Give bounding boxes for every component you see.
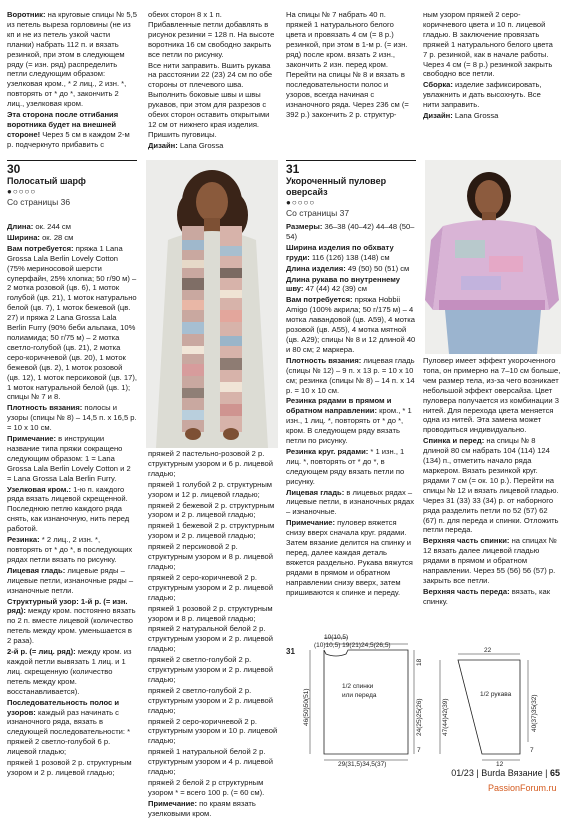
scarf-section-rule [7, 160, 137, 161]
paragraph-text: на спицы № 8 длиной 80 см набрать 104 (114) 124 (134) п., отметить начало ряда маркером. Вязать резинкой круг. рядами 7 см (= ок. 10 р.). Перейти на спицы № 12 и вязать лицевой гладью. Через 31 (33) 33 (34) р. от наборного ряда разделить петли по 52 (57) 62 (67) п. для переда и спинки. Отложить петли переда. [423, 436, 559, 535]
paragraph-text: на круговые спицы № 5,5 из петель выреза горловины (не из кп и не из петель узкой части планки) набрать 112 п. и вязать резинкой, при этом в следующем ряду (= изн. ряд) распределить петли следующим образом: узелковая кром., * 2 лиц., 2 изн. *, повторять от * до *, закончить 2 лиц., узелковая кром. [7, 10, 137, 109]
paragraph-heading: Верхняя часть переда: [423, 586, 510, 596]
paragraph [7, 535, 137, 565]
paragraph [148, 542, 278, 572]
footer-divider: | [476, 768, 482, 778]
paragraph [423, 436, 561, 535]
paragraph-text: на спицах № 12 вязать далее лицевой гладью рядами в прямом и обратном направлении. Через 55 (56) 56 (57) р. закрыть все петли. [423, 536, 557, 585]
paragraph-text: пряжей 1 розовой 2 р. структурным узором и 8 р. лицевой гладью; [148, 603, 273, 623]
paragraph-text: 36–38 (40–42) 44–48 (50–54) [286, 222, 415, 241]
paragraph-heading: Плотность вязания: [7, 403, 83, 413]
paragraph [148, 521, 278, 541]
paragraph-text: пряжей 2 натуральной белой 2 р. структурным узором и 2 р. лицевой гладью; [148, 624, 273, 654]
pullover-col-a [286, 222, 416, 640]
scarf-photo [146, 160, 278, 448]
paragraph-text: кром., * 1 изн., 1 лиц. *, повторять от * до *, кром. В следующем ряду вязать петли по рисунку. [286, 406, 412, 446]
paragraph-heading: Примечание: [148, 798, 198, 808]
paragraph-text: ным узором пряжей 2 серо-коричневого цвета и 10 п. лицевой гладью. В заключение провязать пряжей 1 натурального белого цвета 7 р. резинкой, как в начале работы. Через 4 см (= 8 р.) резинкой закрыть свободно все петли. [423, 10, 553, 79]
paragraph [286, 222, 416, 242]
paragraph-text: Через 5 см в каждом 2-м р. подчеркнуто прибавить с [7, 129, 130, 149]
pullover-from-page: Со страницы 37 [286, 208, 350, 218]
paragraph [286, 264, 416, 274]
paragraph [423, 111, 559, 121]
paragraph [7, 403, 137, 433]
paragraph-text: 116 (126) 138 (148) см [309, 252, 390, 262]
paragraph [7, 758, 137, 778]
diagram-sleeve-top: 22 [484, 647, 492, 654]
paragraph [286, 70, 413, 120]
paragraph-text: * 2 лиц., 2 изн. *, повторять от * до *, в последующих рядах петли вязать по рисунку. [7, 535, 133, 564]
paragraph [7, 110, 137, 150]
paragraph-text: Все нити заправить. Вшить рукава на расстоянии 22 (23) 24 см по обе стороны от плечевого шва. Выполнить боковые швы и швы рукавов, при этом для разрезов с обеих сторон оставить открытыми 12 см от нижнего края изделия. Пришить пуговицы. [148, 60, 273, 139]
paragraph [148, 501, 278, 521]
paragraph-heading: Дизайн: [148, 140, 178, 150]
diagram-top1: 10(10,5) [324, 634, 349, 641]
paragraph-text: в инструкции название типа пряжи сокращено следующим образом: 1 = Lana Grossa Lala Berlin Lovely Cotton и 2 = Lana Grossa Lala Berlin Furry. [7, 434, 131, 483]
pullover-number: 31 [286, 162, 300, 176]
paragraph-heading: 2-й р. (= лиц. ряд): [7, 647, 76, 657]
paragraph [7, 698, 137, 757]
paragraph-text: пряжей 2 белой 2 р структурным узором * = всего 100 р. (= 60 см). [148, 778, 265, 797]
paragraph-heading: Резинка круг. рядами: [286, 446, 369, 456]
paragraph-heading: Вам потребуется: [286, 295, 353, 305]
paragraph [7, 244, 137, 403]
scarf-header [7, 162, 137, 222]
paragraph-text: 47 (44) 42 (39) см [303, 284, 367, 294]
paragraph-heading: Размеры: [286, 222, 323, 231]
pullover-title: Укороченный пуловер оверсайз [286, 176, 387, 197]
paragraph-heading: Сборка: [423, 80, 453, 90]
diagram-number: 31 [286, 647, 295, 656]
page-footer [436, 768, 560, 779]
diagram-mid2: 24(25)25(26) [416, 698, 423, 736]
paragraph-text: в лицевых рядах – лицевые петли, в изнаночных рядах – изнаночные. [286, 487, 415, 517]
pullover-header [286, 162, 416, 222]
paragraph-text: каждый раз начинать с изнаночного ряда, вязать в следующей последовательности: * пряжей 2 светло-голубой 6 р. лицевой гладью; [7, 707, 131, 757]
paragraph [286, 243, 416, 263]
page-number: 65 [549, 768, 560, 778]
paragraph [7, 233, 137, 243]
paragraph [423, 356, 561, 435]
paragraph-text: обеих сторон 8 х 1 п. Прибавленные петли добавлять в рисунок резинки = 128 п. На высоте воротника 16 см свободно закрыть все петли по рисунку. [148, 10, 275, 59]
paragraph-text: На спицы № 7 набрать 40 п. пряжей 1 натурального белого цвета и провязать 4 см (= 8 р.) резинкой, при этом в 1-м р. (= изн. ряд) после кром. вязать 2 изн., закончить 2 изн. перед кром. [286, 10, 408, 69]
paragraph-text: Пуловер имеет эффект укороченного топа, он примерно на 7–10 см больше, чем размер тела, из-за чего возникает небольшой эффект оверсайза. Цвет пуловера получается из комбинации 3 нитей. Для перехода цвета меняется одна из нитей. Эта замена может проводиться индивидуально. [423, 356, 561, 435]
paragraph [423, 587, 561, 607]
paragraph-heading: Ширина изделия по обхвату груди: [286, 242, 394, 262]
paragraph-heading: Последовательность полос и узоров: [7, 697, 119, 717]
top-col-3 [286, 10, 413, 160]
paragraph-text: пряжей 1 розовой 2 р. структурным узором и 2 р. лицевой гладью; [7, 758, 132, 777]
paragraph [286, 275, 416, 295]
difficulty-dots: ●○○○○ [286, 198, 316, 207]
pullover-section-rule [286, 160, 416, 161]
paragraph [7, 647, 137, 697]
diagram-bottom: 29(31,5)34,5(37) [338, 761, 387, 768]
paragraph-text: Lana Grossa [452, 111, 499, 121]
paragraph-text: лицевые ряды – лицевые петли, изнаночные ряды – изнаночные петли. [7, 565, 134, 595]
pullover-photo [425, 160, 561, 354]
diagram-sleeve-bottom: 12 [496, 761, 504, 768]
paragraph-text: пряжей 2 пастельно-розовой 2 р. структурным узором и 6 р. лицевой гладью; [148, 449, 273, 478]
diagram-top2: (10)10,5) 19(21)24,5(26,5) [314, 642, 391, 649]
paragraph-text: Перейти на спицы № 8 и вязать в последовательности полос и узоров, всегда начиная с изнаночного ряда. Через 236 см (= 392 р.) закончить 2 р. структур- [286, 70, 409, 120]
paragraph-text: пряжей 1 бежевой 2 р. структурным узором и 2 р. лицевой гладью; [148, 521, 275, 541]
paragraph-text: пряжей 2 серо-коричневой 2 р. структурным узором и 10 р. лицевой гладью; [148, 716, 278, 746]
paragraph-text: между кром. постоянно вязать по 2 п. вместе лицевой (количество петель между кром. уменьшается в 2 раза). [7, 606, 136, 646]
paragraph-heading: Длина изделия: [286, 263, 346, 273]
diagram-sleeve-right: 40(37)35(32) [531, 694, 538, 732]
paragraph [7, 485, 137, 535]
paragraph-heading: Примечание: [286, 518, 336, 528]
paragraph [423, 80, 559, 110]
paragraph [148, 799, 278, 819]
paragraph-heading: Эта сторона после отгибания воротника будет на внешней стороне! [7, 110, 119, 139]
paragraph-text: по краям вязать узелковыми кром. [148, 798, 256, 818]
paragraph-text: ок. 28 см [39, 232, 74, 242]
top-col-4 [423, 10, 559, 160]
paragraph-text: вязать, как спинку. [423, 586, 551, 606]
paragraph [286, 396, 416, 446]
paragraph-text: пряжа Hobbii Amigo (100% акрила; 50 г/175 м) – 4 мотка лавандовой (цв. А59), 4 мотка розовой (цв. А55), 4 мотка мятной (цв. А29); спицы № 8 и 12 длиной 40 и 80 см; 2 маркера. [286, 295, 416, 354]
paragraph [7, 566, 137, 596]
paragraph-text: ок. 244 см [33, 222, 71, 231]
diagram-mid1: 18 [416, 658, 423, 666]
paragraph-text: * 1 изн., 1 лиц. *, повторять от * до *, в следующем ряду вязать петли по рисунку. [286, 446, 405, 486]
paragraph-text: пряжей 1 натуральной белой 2 р. структурным узором и 4 р. лицевой гладью; [148, 747, 273, 777]
paragraph [148, 686, 278, 716]
diagram-left-label: 46(50)50(51) [303, 688, 310, 726]
diagram-sleeve-label: 1/2 рукава [480, 691, 512, 698]
paragraph [148, 747, 278, 777]
paragraph-text: пряжей 2 серо-коричневой 2 р. структурным узором и 2 р. лицевой гладью; [148, 572, 273, 602]
paragraph [148, 480, 278, 500]
scarf-number: 30 [7, 162, 21, 176]
footer-divider: | [545, 768, 550, 778]
paragraph-text: изделие зафиксировать, увлажнить и дать высохнуть. Все нити заправить. [423, 80, 542, 110]
paragraph-heading: Спинка и перед: [423, 436, 485, 446]
paragraph [148, 604, 278, 624]
scarf-col-a [7, 222, 137, 777]
pattern-diagram [284, 636, 564, 766]
paragraph-text: полосы и узоры (спицы № 8) – 14,5 п. х 16,5 р. = 10 х 10 см. [7, 403, 137, 433]
paragraph-text: пуловер вяжется снизу вверх сначала круг. рядами. Затем вязание делится на спинку и перед, далее каждая деталь вяжется раздельно. Рукава вяжутся рядами в прямом и обратном направлении снизу вверх, затем пришиваются к спинке и переду. [286, 518, 413, 597]
diagram-body-label-2: или переда [342, 692, 377, 699]
paragraph [148, 449, 278, 479]
paragraph-text: 1-ю п. каждого ряда вязать лицевой скрещенной. Последнюю петлю каждого ряда снять, как изнаночную, нить перед работой. [7, 484, 130, 534]
paragraph [148, 61, 275, 140]
paragraph-heading: Резинка рядами в прямом и обратном направлении: [286, 396, 392, 416]
paragraph-text: пряжа 1 Lana Grossa Lala Berlin Lovely Cotton (75% мериносовой шерсти суперфайн, 25% хлопка; 50 г/90 м) – 2 мотка розовой (цв. 6), 1 моток голубой (цв. 21), 1 моток натурально белой (цв. 7), 1 моток бежевой (цв. 27) и пряжа 2 Lana Grossa Lala Berlin Furry (90% беби альпака, 10% полиамида; 50 г/75 м) – 2 мотка светло-голубой (цв. 21), 2 мотка серо-коричневой (цв. 20), 1 моток бежевой (цв. 2), 1 моток розовой (цв. 12), 1 моток персиковой (цв. 17), 1 моток натуральной белой (цв. 1); спицы № 7 и 8. [7, 243, 137, 402]
pullover-photo-illustration [425, 160, 561, 354]
magazine-name: Burda Вязание [481, 768, 543, 778]
paragraph-text: 49 (50) 50 (51) см [345, 263, 410, 273]
paragraph-text: пряжей 2 бежевой 2 р. структурным узором и 2 р. лицевой гладью; [148, 500, 275, 520]
diagram-mid3: 7 [417, 747, 421, 754]
paragraph [7, 10, 137, 109]
paragraph [286, 356, 416, 396]
paragraph [423, 10, 559, 79]
paragraph [148, 717, 278, 747]
paragraph-heading: Лицевая гладь: [286, 487, 345, 497]
paragraph [423, 536, 561, 586]
paragraph-heading: Верхняя часть спинки: [423, 536, 510, 546]
paragraph-text: пряжей 1 голубой 2 р. структурным узором и 12 р. лицевой гладью; [148, 479, 273, 499]
paragraph [7, 222, 137, 232]
paragraph [148, 778, 278, 798]
paragraph-heading: Воротник: [7, 10, 46, 19]
paragraph [286, 447, 416, 487]
paragraph-text: лицевая гладь (спицы № 12) – 9 п. х 13 р. = 10 х 10 см; резинка (спицы № 8) – 14 п. х 14 р. = 10 х 10 см. [286, 355, 415, 395]
paragraph [148, 573, 278, 603]
scarf-from-page: Со страницы 36 [7, 197, 71, 207]
paragraph-text: между кром. из каждой петли вывязать 1 лиц. и 1 лиц. скрещенную (количество петель между кром. восстанавливается). [7, 647, 132, 696]
paragraph [286, 295, 416, 354]
top-col-2 [148, 10, 275, 160]
issue-number: 01/23 [451, 768, 474, 778]
paragraph-heading: Вам потребуется: [7, 243, 74, 253]
paragraph-text: пряжей 2 светло-голубой 2 р. структурным узором и 2 р. лицевой гладью; [148, 685, 273, 715]
paragraph-heading: Ширина: [7, 232, 40, 242]
paragraph [286, 10, 413, 69]
paragraph [148, 624, 278, 654]
paragraph [148, 10, 275, 60]
paragraph-heading: Лицевая гладь: [7, 565, 66, 575]
paragraph-heading: Резинка: [7, 535, 40, 545]
paragraph-text: пряжей 2 светло-голубой 2 р. структурным узором и 2 р. лицевой гладью; [148, 655, 273, 684]
paragraph-heading: Дизайн: [423, 111, 453, 121]
paragraph-heading: Длина: [7, 222, 34, 231]
diagram-body-label-1: 1/2 спинки [342, 683, 374, 690]
diagram-sleeve-bot-num: 7 [530, 747, 534, 754]
difficulty-dots: ●○○○○ [7, 187, 37, 196]
scarf-col-b [148, 449, 278, 818]
paragraph-text: пряжей 2 персиковой 2 р. структурным узором и 8 р. лицевой гладью; [148, 542, 273, 571]
paragraph-heading: Примечание: [7, 434, 57, 444]
paragraph-heading: Плотность вязания: [286, 355, 362, 365]
paragraph [286, 518, 416, 597]
site-watermark: PassionForum.ru [488, 783, 557, 793]
top-col-1 [7, 10, 137, 160]
paragraph-heading: Узелковая кром.: [7, 484, 71, 494]
paragraph-heading: Длина рукава по внутреннему шву: [286, 274, 401, 294]
paragraph-text: Lana Grossa [177, 140, 224, 150]
pullover-col-b [423, 356, 561, 640]
paragraph [7, 434, 137, 484]
paragraph [7, 597, 137, 647]
paragraph [148, 141, 275, 151]
paragraph-heading: Структурный узор: 1-й р. (= изн. ряд): [7, 596, 128, 616]
paragraph [148, 655, 278, 685]
diagram-sleeve-left: 47(44)42(39) [442, 698, 449, 736]
paragraph [286, 488, 416, 518]
scarf-photo-illustration [146, 160, 278, 448]
scarf-title: Полосатый шарф [7, 176, 86, 186]
